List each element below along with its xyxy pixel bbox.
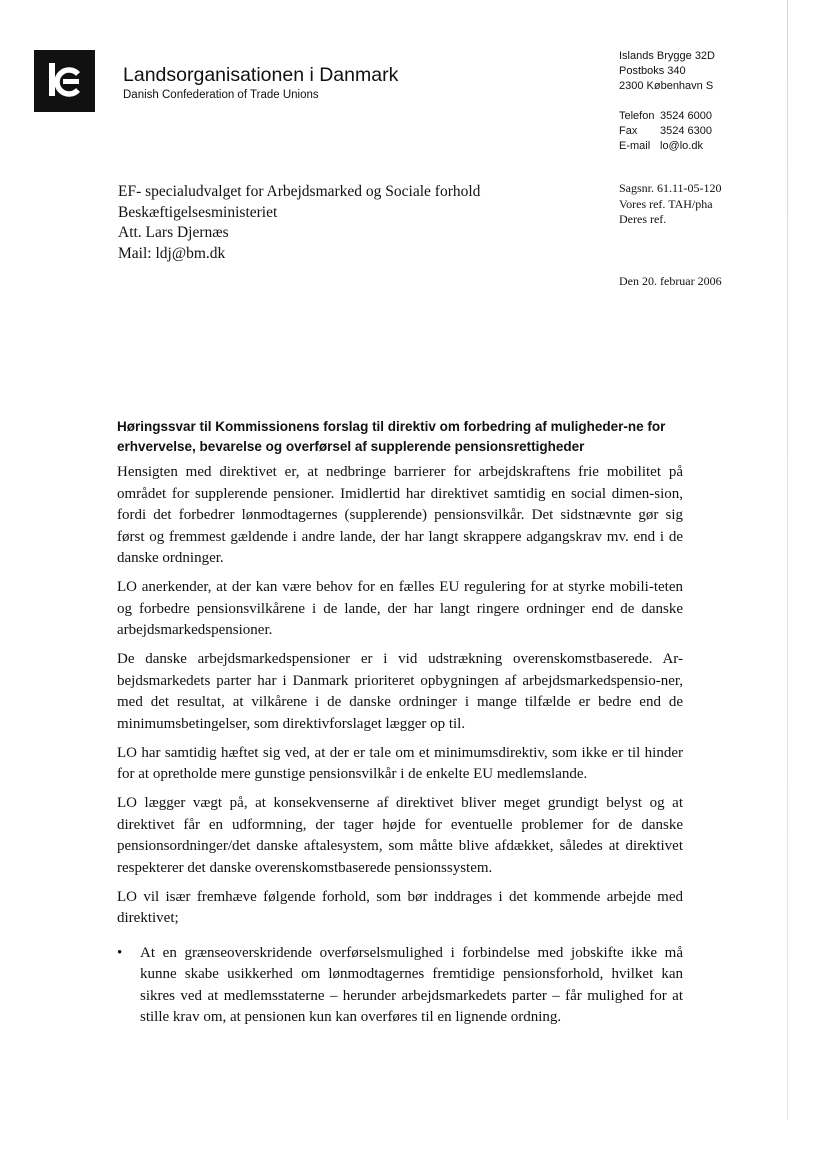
email-row (619, 139, 712, 154)
email-value[interactable]: lo@lo.dk (660, 140, 703, 152)
bullet-item (117, 943, 683, 1029)
address-line: Islands Brygge 32D (619, 50, 715, 62)
our-reference: Vores ref. TAH/pha (619, 196, 713, 211)
body-paragraph: LO vil især fremhæve følgende forhold, som bør inddrages i det kommende arbejde med direktivet; (117, 888, 683, 926)
recipient-line: EF- specialudvalget for Arbejdsmarked og Sociale forhold (118, 183, 481, 200)
body-paragraph: LO anerkender, at der kan være behov for en fælles EU regulering for at styrke mobili-teten og forbedre pensionsvilkårene i de lande, der har langt ringere ordninger end de danske arbejdsmarkedspensioner. (117, 579, 683, 638)
letter-date: Den 20. februar 2006 (619, 274, 722, 288)
phone-label: Telefon (619, 110, 655, 122)
organisation-name: Landsorganisationen i Danmark (123, 64, 399, 86)
recipient-line: Att. Lars Djernæs (118, 224, 229, 241)
fax-row (619, 124, 712, 139)
recipient-line: Beskæftigelsesministeriet (118, 203, 278, 221)
bullet-list (117, 943, 683, 1029)
body-paragraph: Hensigten med direktivet er, at nedbringe barrierer for arbejdskraftens frie mobilitet på området for supplerende pensioner. Imidlertid har direktivet samtidig en social dimen-sion, fordi det forbedrer lønmodtagernes (supplerende) pensionsvilkår. Det sidstnævnte gør sig først og fremmest gældende i andre lande, der har langt skrappere adgangskrav mv. end i de danske ordninger. (117, 464, 683, 566)
scan-edge-line (787, 0, 788, 1120)
bullet-icon: • (117, 944, 123, 961)
bullet-text: At en grænseoverskridende overførselsmulighed i forbindelse med jobskifte ikke må kunne skabe usikkerhed om lønmodtagernes fremtidige pensionsforhold, hvilket kan sikres ved at medlemsstaterne – herunder arbejdsmarkedets parter – får mulighed for at stille krav om, at pensionen kun kan overføres til en lignende ordning. (140, 944, 683, 1025)
phone-value: 3524 6000 (660, 110, 712, 122)
lo-logo (34, 50, 95, 112)
letter-body (117, 462, 683, 1029)
recipient-line: Mail: ldj@bm.dk (118, 244, 226, 262)
address-line: Postboks 340 (619, 65, 686, 77)
address-line: 2300 København S (619, 80, 714, 92)
case-number: Sagsnr. 61.11-05-120 (619, 181, 722, 195)
recipient-block (118, 182, 480, 264)
lo-logo-mark (34, 50, 95, 112)
letter-subject: Høringssvar til Kommissionens forslag til direktiv om forbedring af muligheder-ne for erhvervelse, bevarelse og overførsel af supplerende pensionsrettigheder (117, 419, 666, 454)
body-paragraph: De danske arbejdsmarkedspensioner er i vid udstrækning overenskomstbaserede. Ar-bejdsmarkedets parter har i Danmark prioriteret opbygningen af arbejdsmarkedspensio-ner, med det resultat, at vilkårene i de danske ordninger i mange tilfælde er bedre end de minimumsbetingelser, som direktivforslaget lægger op til. (117, 651, 683, 732)
fax-label: Fax (619, 125, 638, 137)
body-paragraph: LO har samtidig hæftet sig ved, at der er tale om et minimumsdirektiv, som ikke er til hinder for at opretholde mere gunstige pensionsvilkår i de enkelte EU medlemslande. (117, 744, 683, 782)
organisation-subtitle: Danish Confederation of Trade Unions (123, 89, 319, 101)
body-paragraph: LO lægger vægt på, at konsekvenserne af direktivet bliver meget grundigt belyst og at direktivet får en udformning, der tager højde for eventuelle problemer for de danske pensionsordninger/det danske aftalesystem, som måtte blive afdækket, således at direktivet respekterer det danske overenskomstbaserede pensionssystem. (117, 795, 683, 876)
your-reference: Deres ref. (619, 212, 667, 226)
fax-value: 3524 6300 (660, 125, 712, 137)
contact-details (619, 109, 712, 154)
phone-row (619, 109, 712, 124)
reference-block (619, 181, 722, 228)
email-label: E-mail (619, 140, 651, 152)
contact-address (619, 49, 715, 94)
